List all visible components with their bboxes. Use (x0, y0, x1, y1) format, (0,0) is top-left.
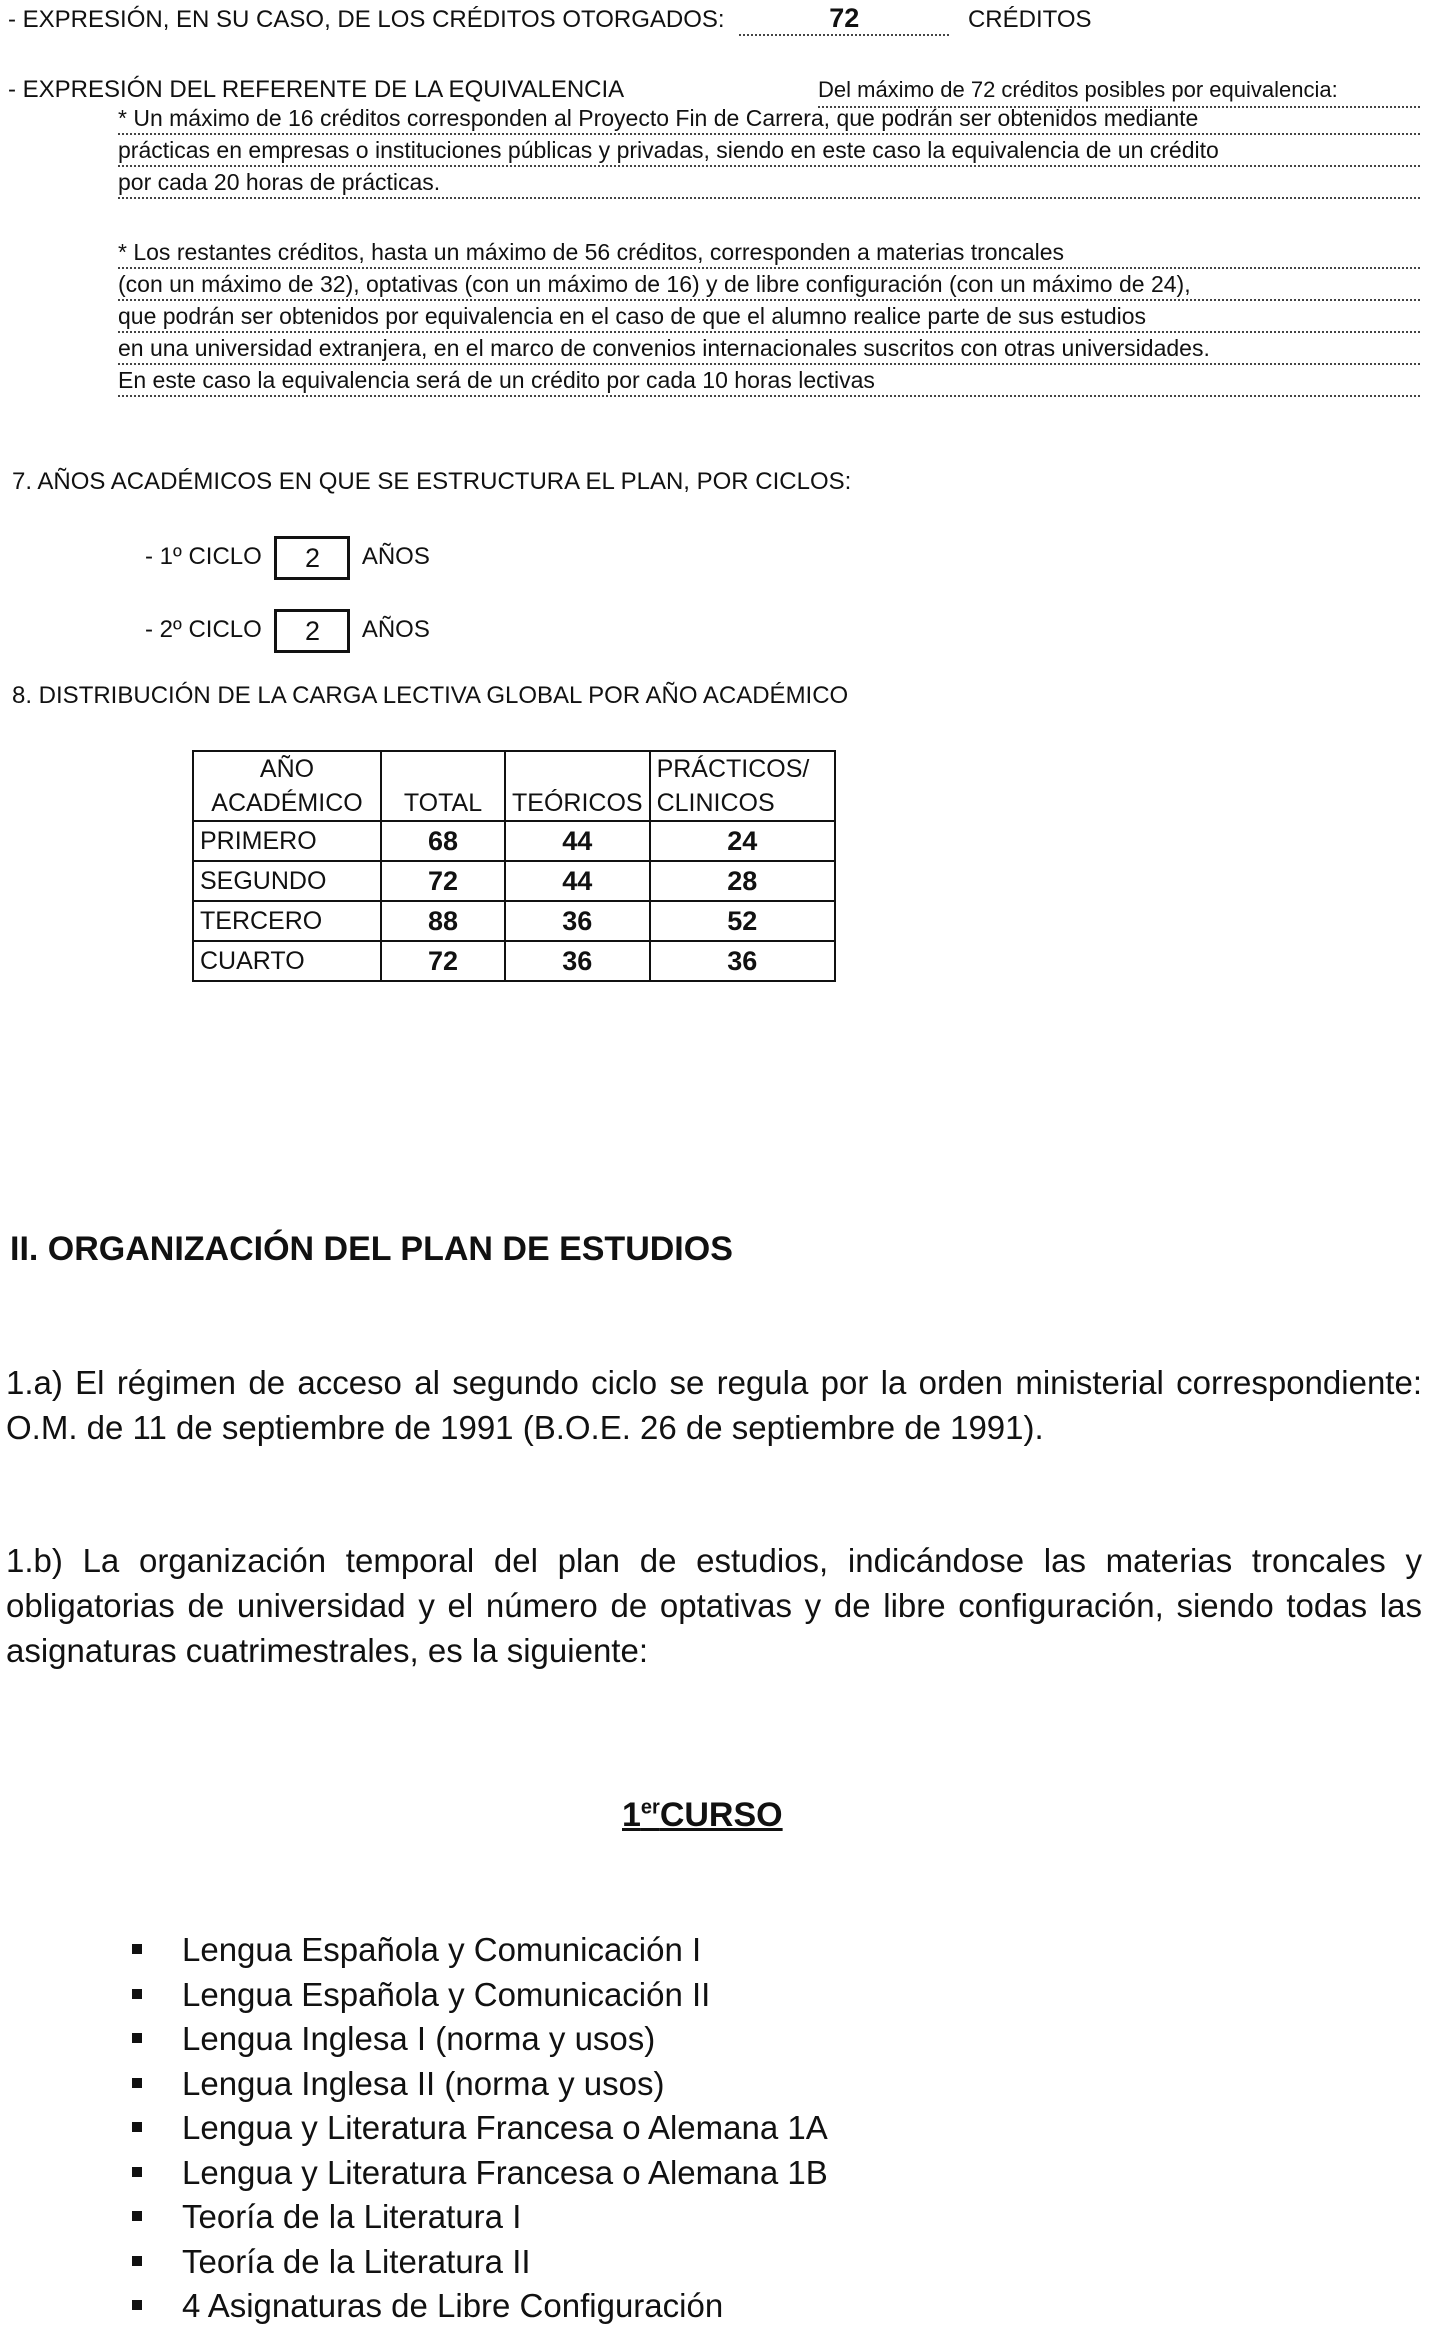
table-row (193, 941, 835, 981)
cycle2-value: 2 (274, 609, 350, 653)
bullet-icon (132, 2078, 142, 2088)
row-year: CUARTO (193, 941, 381, 981)
row-year: TERCERO (193, 901, 381, 941)
equivalence-intro: Del máximo de 72 créditos posibles por equivalencia: (818, 74, 1420, 108)
bullet-icon (132, 2033, 142, 2043)
list-item: Lengua Inglesa II (norma y usos) (132, 2062, 828, 2107)
cycle1-row (145, 535, 430, 580)
table-row (193, 861, 835, 901)
credits-unit: CRÉDITOS (967, 6, 1092, 33)
course-heading (622, 1796, 783, 1835)
list-item: Lengua y Literatura Francesa o Alemana 1A (132, 2106, 828, 2151)
section7-title: 7. AÑOS ACADÉMICOS EN QUE SE ESTRUCTURA EL PLAN, POR CICLOS: (12, 468, 852, 495)
course-label: CURSO (659, 1796, 783, 1834)
table-header-row (193, 751, 835, 821)
bullet-icon (132, 2256, 142, 2266)
header-year: AÑO ACADÉMICO (193, 751, 381, 821)
row-practical: 52 (650, 901, 835, 941)
cycle2-label: - 2º CICLO (145, 616, 262, 643)
bullet-icon (132, 2211, 142, 2221)
course-number: 1 (622, 1796, 641, 1834)
equivalence-para1-line3: por cada 20 horas de prácticas. (118, 166, 1420, 199)
header-theory: TEÓRICOS (505, 751, 650, 821)
row-theory: 44 (505, 821, 650, 861)
subject-list (132, 1928, 828, 2329)
bullet-icon (132, 2300, 142, 2310)
cycle2-row (145, 608, 430, 653)
equivalence-label: - EXPRESIÓN DEL REFERENTE DE LA EQUIVALENCIA (8, 76, 625, 103)
course-superscript: er (640, 1796, 660, 1819)
equivalence-para2-line3: que podrán ser obtenidos por equivalencia en el caso de que el alumno realice parte de sus estudios (118, 300, 1420, 333)
section2-title: II. ORGANIZACIÓN DEL PLAN DE ESTUDIOS (10, 1230, 733, 1268)
row-year: SEGUNDO (193, 861, 381, 901)
header-practical: PRÁCTICOS/ CLINICOS (650, 751, 835, 821)
table-row (193, 901, 835, 941)
bullet-icon (132, 1989, 142, 1999)
equivalence-para1-line1: * Un máximo de 16 créditos corresponden al Proyecto Fin de Carrera, que podrán ser obtenidos mediante (118, 102, 1420, 135)
section2-para-a: 1.a) El régimen de acceso al segundo ciclo se regula por la orden ministerial correspondiente: O.M. de 11 de septiembre de 1991 (B.O.E. 26 de septiembre de 1991). (6, 1364, 1422, 1446)
equivalence-para2-line4: en una universidad extranjera, en el marco de convenios internacionales suscritos con otras universidades. (118, 332, 1420, 365)
list-item: Teoría de la Literatura II (132, 2240, 828, 2285)
credits-value: 72 (739, 2, 949, 36)
row-theory: 36 (505, 941, 650, 981)
cycle2-unit: AÑOS (361, 616, 430, 643)
row-theory: 36 (505, 901, 650, 941)
cycle1-unit: AÑOS (361, 543, 430, 570)
bullet-icon (132, 2167, 142, 2177)
row-total: 72 (381, 861, 505, 901)
bullet-icon (132, 2122, 142, 2132)
section8-title: 8. DISTRIBUCIÓN DE LA CARGA LECTIVA GLOBAL POR AÑO ACADÉMICO (12, 682, 849, 709)
row-total: 88 (381, 901, 505, 941)
list-item: Lengua y Literatura Francesa o Alemana 1B (132, 2151, 828, 2196)
row-practical: 36 (650, 941, 835, 981)
list-item: Teoría de la Literatura I (132, 2195, 828, 2240)
row-total: 68 (381, 821, 505, 861)
equivalence-para2-line2: (con un máximo de 32), optativas (con un máximo de 16) y de libre configuración (con un máximo de 24), (118, 268, 1420, 301)
cycle1-label: - 1º CICLO (145, 543, 262, 570)
table-row (193, 821, 835, 861)
list-item: 4 Asignaturas de Libre Configuración (132, 2284, 828, 2329)
row-practical: 24 (650, 821, 835, 861)
equivalence-para2-line5: En este caso la equivalencia será de un crédito por cada 10 horas lectivas (118, 364, 1420, 397)
load-distribution-table (192, 750, 836, 982)
section2-para-b: 1.b) La organización temporal del plan de estudios, indicándose las materias troncales y obligatorias de universidad y el número de optativas y de libre configuración, siendo todas las asignaturas cuatrimestrales, es la siguiente: (6, 1542, 1422, 1669)
row-total: 72 (381, 941, 505, 981)
equivalence-para2-line1: * Los restantes créditos, hasta un máximo de 56 créditos, corresponden a materias troncales (118, 236, 1420, 269)
list-item: Lengua Inglesa I (norma y usos) (132, 2017, 828, 2062)
equivalence-para1-line2: prácticas en empresas o instituciones públicas y privadas, siendo en este caso la equivalencia de un crédito (118, 134, 1420, 167)
bullet-icon (132, 1944, 142, 1954)
cycle1-value: 2 (274, 536, 350, 580)
header-total: TOTAL (381, 751, 505, 821)
row-year: PRIMERO (193, 821, 381, 861)
list-item: Lengua Española y Comunicación II (132, 1973, 828, 2018)
list-item: Lengua Española y Comunicación I (132, 1928, 828, 1973)
credits-label: - EXPRESIÓN, EN SU CASO, DE LOS CRÉDITOS OTORGADOS: (8, 6, 725, 33)
row-theory: 44 (505, 861, 650, 901)
credits-line (8, 2, 1418, 36)
row-practical: 28 (650, 861, 835, 901)
